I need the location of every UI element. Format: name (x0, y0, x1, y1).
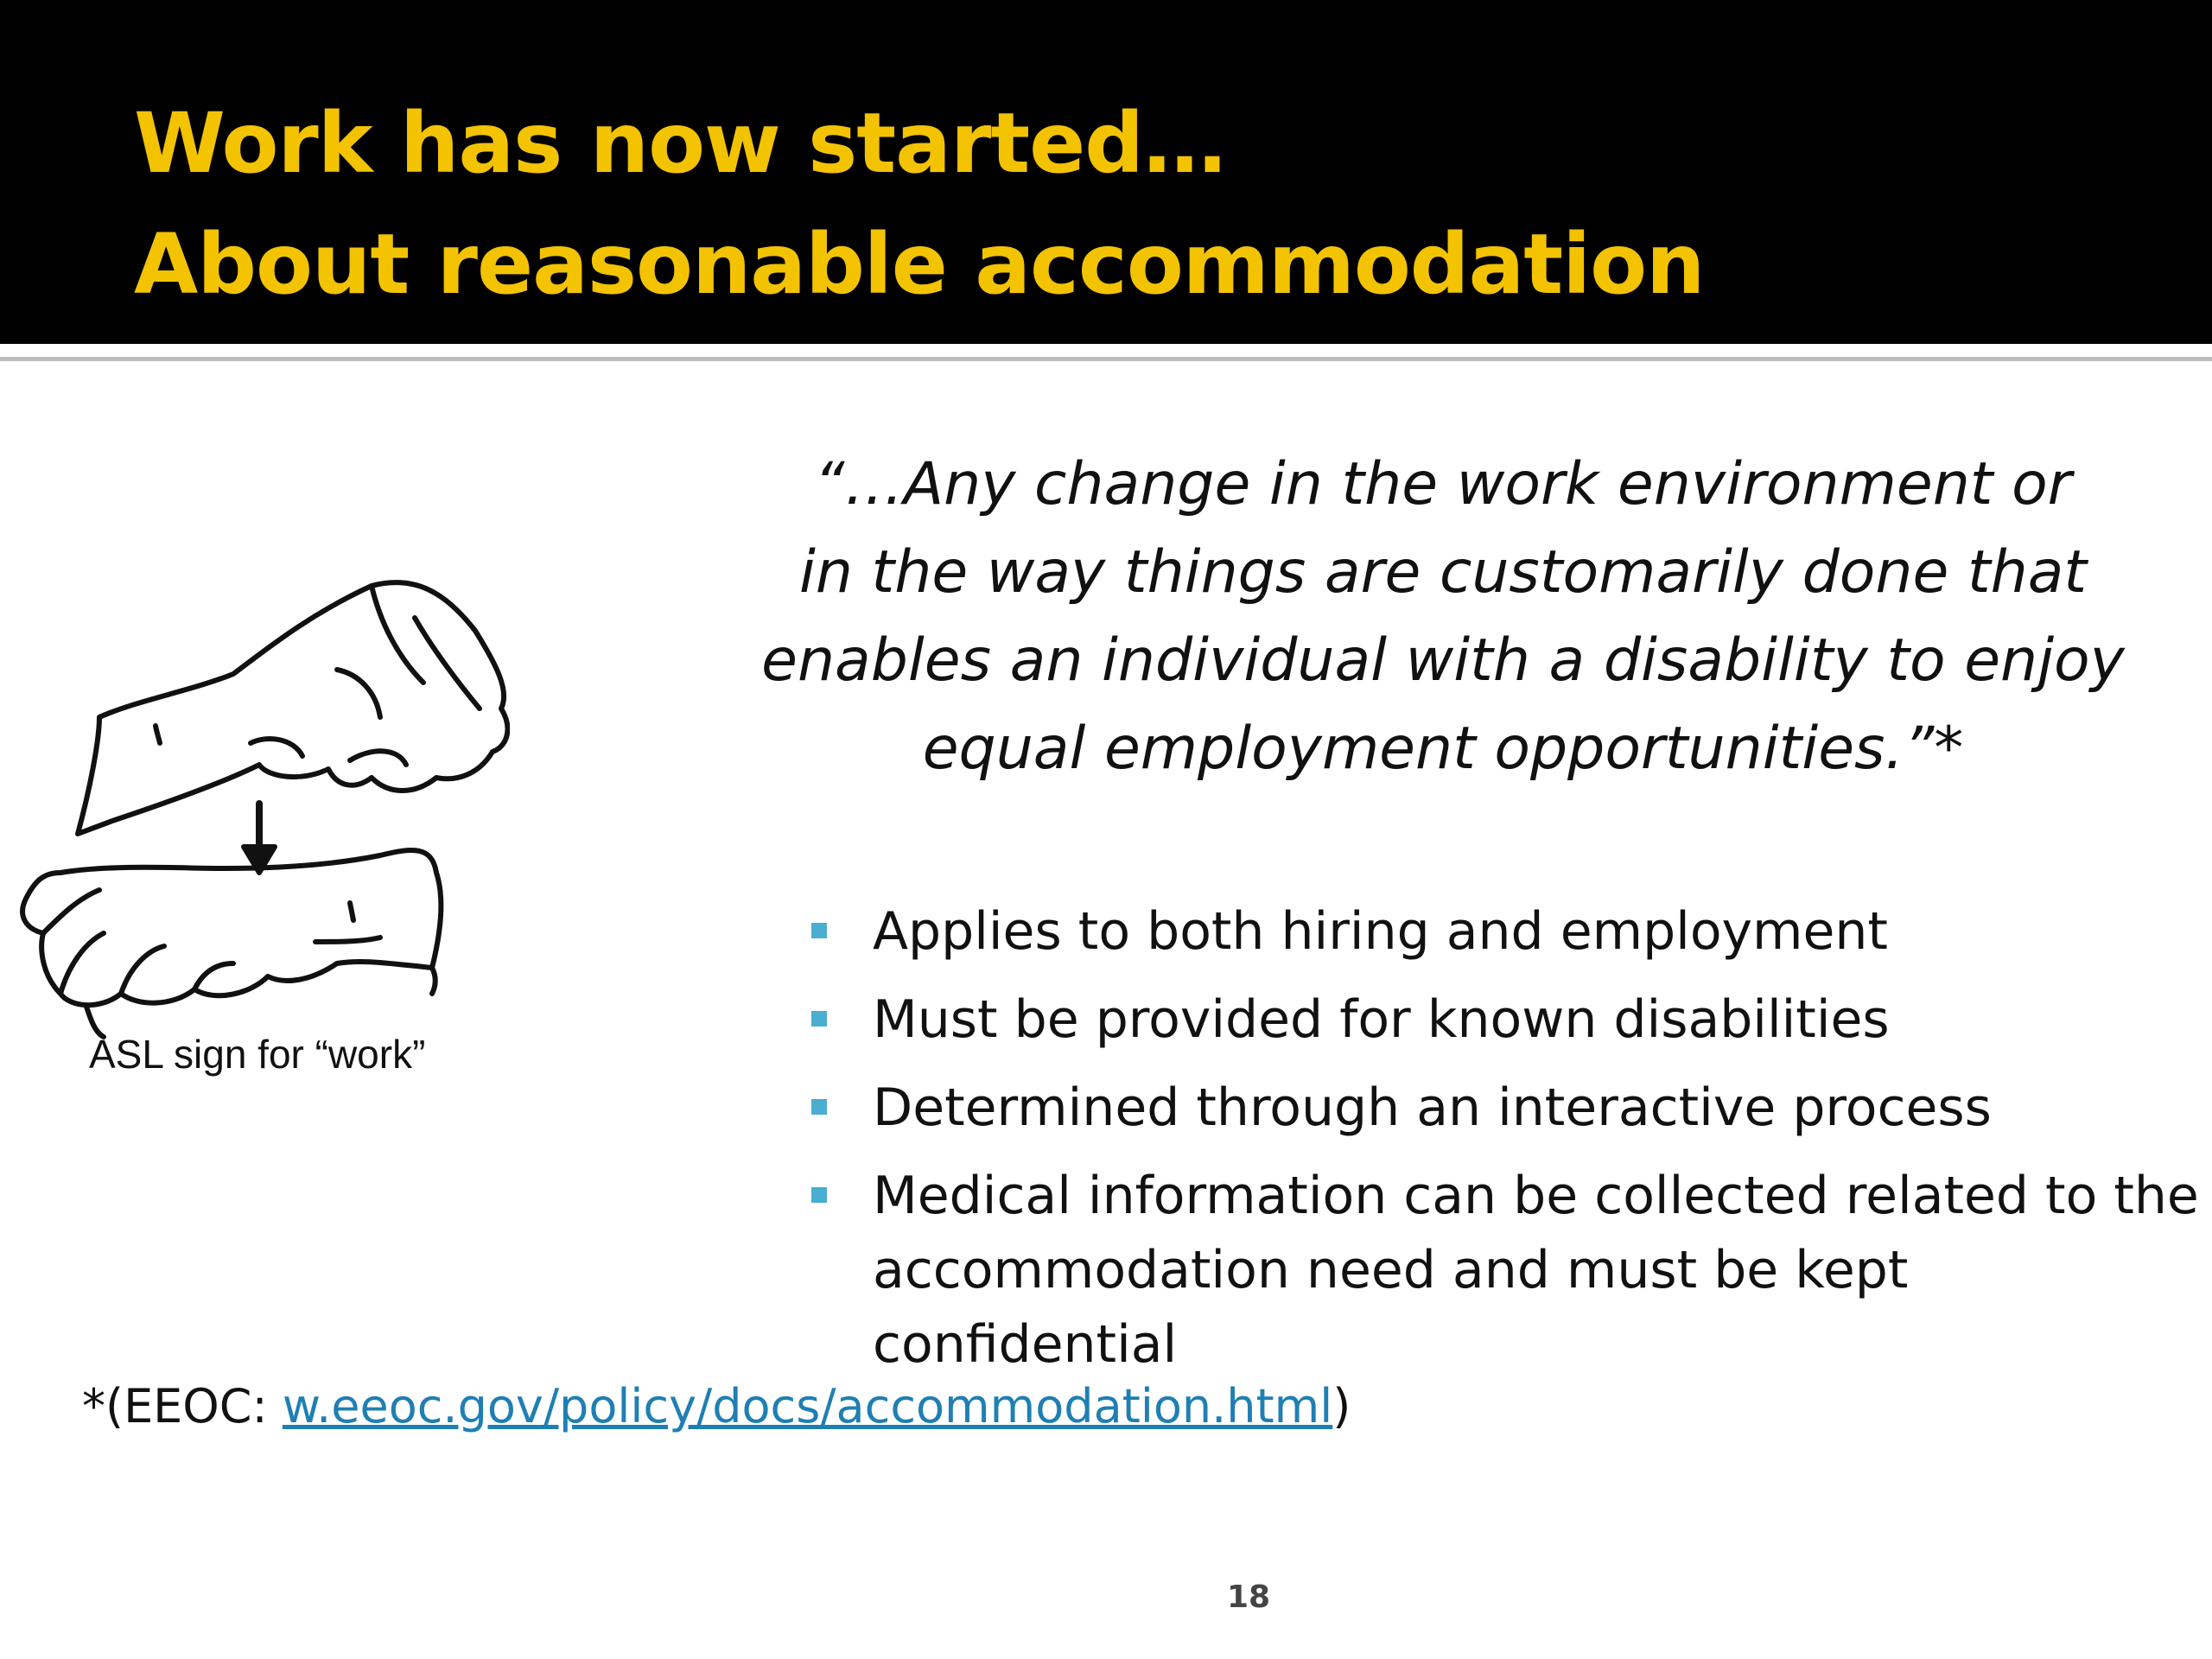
asl-work-sign-icon (9, 570, 510, 1054)
slide-title-line-1: Work has now started… (134, 95, 1225, 192)
page-number: 18 (1226, 1580, 1271, 1615)
quote-line: “…Any change in the work environment or (814, 450, 2072, 518)
bullet-text: accommodation need and must be kept (873, 1240, 1909, 1300)
eeoc-quote (752, 441, 2134, 793)
footnote-suffix: ) (1332, 1379, 1351, 1433)
quote-line: in the way things are customarily done that (798, 538, 2088, 607)
bullet-item (804, 982, 2186, 1057)
footnote-prefix: *(EEOC: (82, 1379, 283, 1433)
bullet-item (804, 1071, 2186, 1145)
quote-line: equal employment opportunities.”* (922, 715, 1964, 783)
image-caption: ASL sign for “work” (89, 1032, 426, 1077)
bullet-text: Determined through an interactive process (873, 1077, 1992, 1138)
bullet-text: Must be provided for known disabilities (873, 989, 1890, 1050)
footnote (82, 1379, 1351, 1433)
header-divider (0, 357, 2212, 361)
square-bullet-icon (811, 1099, 827, 1115)
bullet-text: confidential (873, 1314, 1178, 1375)
bullet-list (804, 894, 2199, 1395)
square-bullet-icon (811, 1187, 827, 1203)
square-bullet-icon (811, 1011, 827, 1027)
bullet-item (804, 1159, 2199, 1382)
square-bullet-icon (811, 923, 827, 938)
eeoc-link[interactable]: w.eeoc.gov/policy/docs/accommodation.html (282, 1379, 1333, 1433)
bullet-text: Applies to both hiring and employment (873, 901, 1888, 962)
title-band (0, 0, 2212, 344)
slide-title-line-2: About reasonable accommodation (134, 216, 1705, 313)
quote-line: enables an individual with a disability to enjoy (761, 626, 2125, 695)
bullet-text: Medical information can be collected related to the (873, 1166, 2199, 1226)
bullet-item (804, 894, 2186, 969)
